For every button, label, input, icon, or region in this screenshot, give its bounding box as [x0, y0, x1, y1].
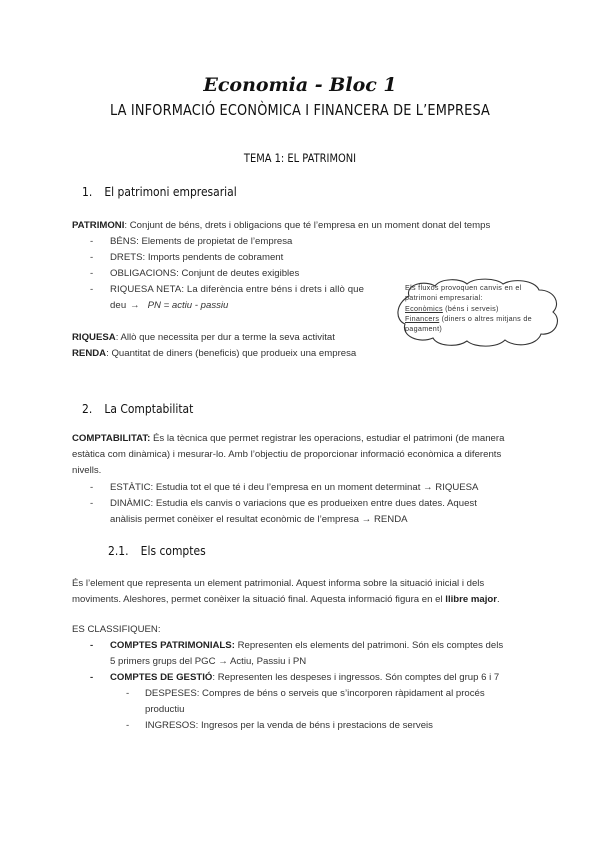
list-item-bens-text: BÉNS: Elements de propietat de l’empresa [110, 236, 293, 247]
comptabilitat-label: COMPTABILITAT: [72, 433, 151, 444]
list-item-ingresos: - [126, 720, 130, 731]
riquesa-definition [72, 330, 335, 346]
llibre-major: llibre major [445, 594, 497, 605]
cloud-callout-text [405, 283, 555, 334]
section-1-title: El patrimoni empresarial [104, 184, 237, 199]
formula-line [130, 298, 228, 314]
classifiquen-label: ES CLASSIFIQUEN: [72, 624, 161, 635]
financers-label: Financers [405, 313, 440, 323]
comptabilitat-text-1: És la tècnica que permet registrar les operacions, estudiar el patrimoni (de manera [150, 433, 505, 444]
section-2-1-heading [108, 543, 206, 558]
patrimonials-label: COMPTES PATRIMONIALS: [110, 640, 235, 651]
gestio-label: COMPTES DE GESTIÓ [110, 672, 213, 683]
patrimoni-definition [72, 218, 490, 234]
list-item-despeses: - [126, 688, 130, 699]
list-item-riquesa: - [90, 284, 94, 295]
cloud-line-financers [405, 314, 555, 324]
list-item-bens: - [90, 236, 94, 247]
comptes-para-line-1: És l’element que representa un element patrimonial. Aquest informa sobre la situació inicial i dels [72, 578, 485, 589]
section-2-title: La Comptabilitat [104, 401, 194, 416]
estatic-text: ESTÀTIC: Estudia tot el que té i deu l’empresa en un moment determinat → RIQUESA [110, 482, 479, 493]
list-item-drets-text: DRETS: Imports pendents de cobrament [110, 252, 284, 263]
cloud-line-5: pagament) [405, 324, 443, 334]
patrimoni-text: : Conjunt de béns, drets i obligacions que té l’empresa en un moment donat del temps [124, 220, 491, 231]
economics-text: (béns i serveis) [442, 303, 499, 313]
financers-text: (diners o altres mitjans de [439, 313, 532, 323]
renda-text: : Quantitat de diners (beneficis) que produeix una empresa [106, 348, 357, 359]
list-item-obligacions-text: OBLIGACIONS: Conjunt de deutes exigibles [110, 268, 300, 279]
riquesa-text: : Allò que necessita per dur a terme la seva activitat [115, 332, 335, 343]
page-title: LA INFORMACIÓ ECONÒMICA I FINANCERA DE L’EMPRESA [109, 101, 491, 119]
dinamic-line-2: anàlisis permet conèixer el resultat econòmic de l’empresa → RENDA [110, 514, 408, 525]
comptes-para-end: . [497, 594, 500, 605]
renda-definition [72, 346, 356, 362]
renda-label: RENDA [72, 348, 107, 359]
list-item-patrimonials: - [90, 640, 94, 651]
section-2-heading [82, 401, 193, 416]
section-2-1-title: Els comptes [140, 543, 206, 558]
list-item-estatic: - [90, 482, 94, 493]
cloud-line-2: patrimoni empresarial: [405, 293, 483, 303]
tema-heading: TEMA 1: EL PATRIMONI [243, 151, 357, 165]
section-1-number: 1. [82, 184, 93, 199]
script-title: Economia - Bloc 1 [203, 74, 397, 96]
patrimonials-text-2: 5 primers grups del PGC → Actiu, Passiu i PN [110, 656, 307, 667]
list-item-drets: - [90, 252, 94, 263]
ingresos-text: INGRESOS: Ingresos per la venda de béns i prestacions de serveis [145, 720, 433, 731]
comptes-para-line-2: moviments. Aleshores, permet conèixer la situació final. Aquesta informació figura en el [72, 594, 446, 605]
dinamic-text [110, 496, 530, 528]
section-2-1-number: 2.1. [108, 543, 129, 558]
despeses-line-2: productiu [145, 704, 185, 715]
arrow-icon: → [130, 300, 140, 311]
comptabilitat-text-2: estàtica com dinàmica) i mesurar-lo. Amb l’objectiu de proporcionar informació econòmica a diferents [72, 449, 502, 460]
gestio-description: : Representen les despeses i ingressos. Són comptes del grup 6 i 7 [212, 672, 500, 683]
gestio-text [110, 670, 499, 686]
despeses-text [145, 686, 530, 718]
despeses-line-1: DESPESES: Compres de béns o serveis que s’incorporen ràpidament al procés [145, 688, 485, 699]
comptes-paragraph [72, 576, 532, 608]
comptabilitat-definition [72, 431, 532, 479]
section-2-number: 2. [82, 401, 93, 416]
formula: PN = actiu - passiu [147, 300, 229, 311]
list-item-riquesa-text: RIQUESA NETA: La diferència entre béns i drets i allò que deu [110, 284, 365, 311]
patrimonials-text [110, 638, 530, 670]
cloud-line-1: Els fluxos provoquen canvis en el [405, 283, 522, 292]
patrimonials-text-1: Representen els elements del patrimoni. Són els comptes dels [234, 640, 504, 651]
list-item-gestio: - [90, 672, 94, 683]
dinamic-line-1: DINÀMIC: Estudia els canvis o variacions que es produeixen entre dues dates. Aquest [110, 498, 477, 509]
cloud-line-economics [405, 304, 555, 314]
economics-label: Econòmics [405, 303, 443, 313]
riquesa-label: RIQUESA [72, 332, 116, 343]
comptabilitat-text-3: nivells. [72, 465, 102, 476]
section-1-heading [82, 184, 237, 199]
list-item-dinamic: - [90, 498, 94, 509]
list-item-obligacions: - [90, 268, 94, 279]
patrimoni-label: PATRIMONI [72, 220, 125, 231]
